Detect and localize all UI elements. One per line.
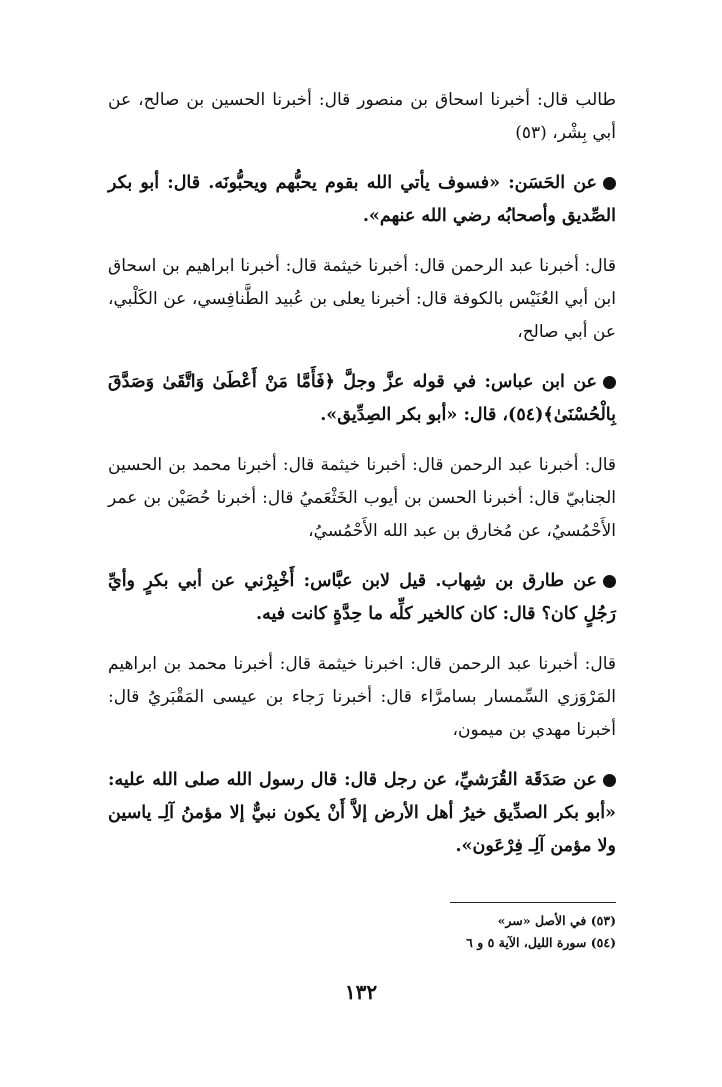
paragraph-text: قال: أخبرنا عبد الرحمن قال: اخبرنا خيثمة قال: أخبرنا محمد بن ابراهيم المَرْوَزي السِّمسار بسامرَّاء قال: أخبرنا رَجاء بن عيسى المَقْبَريُ قال: أخبرنا مهدي بن ميمون، <box>108 654 616 740</box>
paragraph-text: عن الحَسَن: «فسوف يأتي الله بقوم يحبُّهم ويحبُّونَه. قال: أبو بكر الصِّديق وأصحابُه رضي الله عنهم». <box>108 173 616 226</box>
paragraph-text: عن طارق بن شِهاب. قيل لابن عبَّاس: أَخْبِرْني عن أبي بكرٍ وأيِّ رَجُلٍ كان؟ قال: كان كالخير كلِّه ما حِدَّةٍ كانت فيه. <box>108 571 616 624</box>
paragraph-text: عن صَدَقَة القُرَشيِّ، عن رجل قال: قال رسول الله صلى الله عليه: «أبو بكر الصدِّيق خيرُ أهل الأرض إلاَّ أَنْ يكون نبيٌّ إلا مؤمنُ آلِـ ياسين ولا مؤمن آلِـ فِرْعَون». <box>108 770 616 856</box>
footnote-53: (٥٣) في الأصل «سر» <box>497 913 616 928</box>
hadith-paragraph-1 <box>108 167 616 233</box>
footnote-54: (٥٤) سورة الليل، الآية ٥ و ٦ <box>466 935 616 950</box>
bullet-icon <box>603 177 616 190</box>
footnote-divider <box>450 902 616 903</box>
page-body <box>108 84 616 880</box>
hadith-paragraph-4 <box>108 764 616 863</box>
paragraph-text: قال: أخبرنا عبد الرحمن قال: أخبرنا خيثمة قال: أخبرنا محمد بن الحسين الجنابيّ قال: أخبرنا الحسن بن أيوب الخَثْعَميُ قال: أخبرنا حُصَيْن بن عمر الأَحْمُسيُ، عن مُخارق بن عبد الله الأَحْمُسيُ، <box>108 455 617 541</box>
paragraph-text: عن ابن عباس: في قوله عزَّ وجلَّ ﴿فَأَمَّا مَنْ أَعْطَىٰ وَاتَّقَىٰ وَصَدَّقَ بِالْحُسْنَىٰ﴾(٥٤)، قال: «أبو بكر الصِدِّيق». <box>108 372 616 425</box>
bullet-icon <box>603 774 616 787</box>
isnad-paragraph-2 <box>108 250 616 349</box>
isnad-paragraph-3 <box>108 449 616 548</box>
hadith-paragraph-3 <box>108 565 616 631</box>
paragraph-text: طالب قال: أخبرنا اسحاق بن منصور قال: أخبرنا الحسين بن صالح، عن أبي بِشْر، (٥٣) <box>108 90 616 143</box>
bullet-icon <box>603 376 616 389</box>
isnad-paragraph-4 <box>108 648 616 747</box>
page-number: ١٣٢ <box>344 980 378 1004</box>
isnad-paragraph-1 <box>108 84 616 150</box>
paragraph-text: قال: أخبرنا عبد الرحمن قال: أخبرنا خيثمة قال: أخبرنا ابراهيم بن اسحاق ابن أبي العُنَيْس بالكوفة قال: أخبرنا يعلى بن عُبيد الطَّنافِسي، عن الكَلْبي، عن أبي صالح، <box>108 256 616 342</box>
footnotes <box>108 910 616 954</box>
bullet-icon <box>603 575 616 588</box>
hadith-paragraph-2 <box>108 366 616 432</box>
